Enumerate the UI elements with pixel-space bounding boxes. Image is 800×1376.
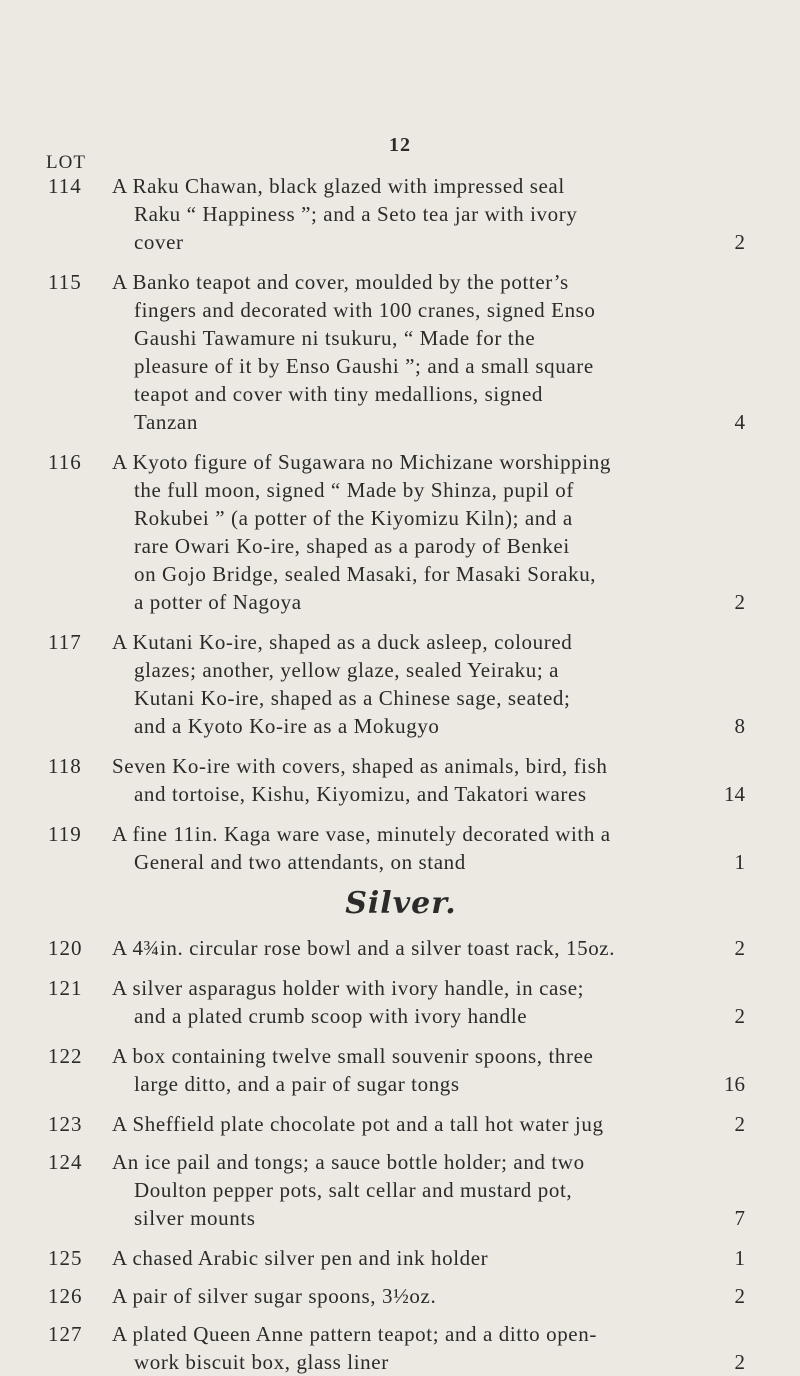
lot-quantity: 8: [734, 714, 745, 738]
lot-quantity: 16: [724, 1072, 745, 1096]
lot-description-line: A fine 11in. Kaga ware vase, minutely decorated with a: [112, 822, 611, 846]
lot-quantity: 2: [734, 1284, 745, 1308]
lot-description-line: large ditto, and a pair of sugar tongs: [134, 1072, 460, 1096]
lot-description: [112, 1320, 690, 1376]
lot-quantity: 1: [734, 1246, 745, 1270]
lot-column-header: LOT: [46, 152, 86, 173]
lot-entry: [0, 172, 800, 256]
lot-description: [112, 934, 690, 962]
lot-number: 117: [48, 630, 82, 654]
lot-description-line: A Raku Chawan, black glazed with impressed seal: [112, 174, 565, 198]
lot-quantity: 4: [734, 410, 745, 434]
lot-number: 116: [48, 450, 82, 474]
lot-entry: [0, 974, 800, 1030]
lot-entry: [0, 1244, 800, 1272]
lot-description-line: Tanzan: [134, 410, 198, 434]
lot-description: [112, 1244, 690, 1272]
lot-description-line: A Kutani Ko-ire, shaped as a duck asleep, coloured: [112, 630, 573, 654]
lot-description-line: on Gojo Bridge, sealed Masaki, for Masaki Soraku,: [134, 562, 597, 586]
lot-description-line: Seven Ko-ire with covers, shaped as animals, bird, fish: [112, 754, 608, 778]
lot-entry: [0, 820, 800, 876]
lot-description-line: A box containing twelve small souvenir spoons, three: [112, 1044, 594, 1068]
lot-quantity: 1: [734, 850, 745, 874]
lot-description: [112, 628, 690, 740]
lot-entry: [0, 1148, 800, 1232]
lot-number: 123: [48, 1112, 83, 1136]
lot-entry: [0, 1110, 800, 1138]
lot-quantity: 2: [734, 1004, 745, 1028]
lot-description-line: Raku “ Happiness ”; and a Seto tea jar with ivory: [134, 202, 578, 226]
lot-entry: [0, 268, 800, 436]
lot-quantity: 2: [734, 936, 745, 960]
lot-description-line: glazes; another, yellow glaze, sealed Yeiraku; a: [134, 658, 560, 682]
lot-description-line: fingers and decorated with 100 cranes, signed Enso: [134, 298, 596, 322]
lot-number: 119: [48, 822, 82, 846]
lot-description-line: Doulton pepper pots, salt cellar and mustard pot,: [134, 1178, 573, 1202]
lot-list: [0, 172, 800, 1376]
lot-quantity: 7: [734, 1206, 745, 1230]
lot-description: [112, 820, 690, 876]
lot-number: 122: [48, 1044, 83, 1068]
lot-quantity: 2: [734, 1350, 745, 1374]
lot-description-line: teapot and cover with tiny medallions, signed: [134, 382, 543, 406]
lot-entry: [0, 1282, 800, 1310]
lot-description-line: A Sheffield plate chocolate pot and a tall hot water jug: [112, 1112, 604, 1136]
lot-description-line: rare Owari Ko-ire, shaped as a parody of Benkei: [134, 534, 570, 558]
lot-entry: [0, 934, 800, 962]
lot-description: [112, 448, 690, 616]
lot-entry: [0, 448, 800, 616]
lot-number: 121: [48, 976, 83, 1000]
lot-description: [112, 1282, 690, 1310]
lot-description: [112, 752, 690, 808]
lot-description: [112, 172, 690, 256]
lot-quantity: 2: [734, 1112, 745, 1136]
lot-number: 120: [48, 936, 83, 960]
lot-quantity: 2: [734, 590, 745, 614]
lot-description-line: A Kyoto figure of Sugawara no Michizane worshipping: [112, 450, 611, 474]
lot-description-line: and a plated crumb scoop with ivory handle: [134, 1004, 528, 1028]
lot-quantity: 2: [734, 230, 745, 254]
lot-number: 127: [48, 1322, 83, 1346]
lot-description-line: cover: [134, 230, 184, 254]
lot-description-line: a potter of Nagoya: [134, 590, 302, 614]
lot-entry: [0, 628, 800, 740]
lot-description-line: A pair of silver sugar spoons, 3½oz.: [112, 1284, 437, 1308]
lot-quantity: 14: [724, 782, 745, 806]
lot-description-line: and a Kyoto Ko-ire as a Mokugyo: [134, 714, 440, 738]
lot-description-line: silver mounts: [134, 1206, 256, 1230]
lot-number: 125: [48, 1246, 83, 1270]
lot-entry: [0, 1320, 800, 1376]
lot-description: [112, 1110, 690, 1138]
lot-description-line: A 4¾in. circular rose bowl and a silver toast rack, 15oz.: [112, 936, 616, 960]
lot-description: [112, 1148, 690, 1232]
section-heading-silver: Silver.: [345, 886, 457, 921]
lot-entry: [0, 1042, 800, 1098]
lot-number: 124: [48, 1150, 83, 1174]
lot-description-line: the full moon, signed “ Made by Shinza, pupil of: [134, 478, 574, 502]
lot-entry: [0, 752, 800, 808]
page-number: 12: [389, 134, 411, 156]
lot-description-line: A silver asparagus holder with ivory handle, in case;: [112, 976, 585, 1000]
lot-description-line: A Banko teapot and cover, moulded by the potter’s: [112, 270, 569, 294]
lot-number: 114: [48, 174, 82, 198]
lot-description: [112, 1042, 690, 1098]
lot-description-line: General and two attendants, on stand: [134, 850, 466, 874]
lot-description-line: An ice pail and tongs; a sauce bottle holder; and two: [112, 1150, 585, 1174]
lot-description-line: A plated Queen Anne pattern teapot; and a ditto open-: [112, 1322, 597, 1346]
lot-description-line: Gaushi Tawamure ni tsukuru, “ Made for the: [134, 326, 536, 350]
lot-number: 126: [48, 1284, 83, 1308]
lot-description-line: pleasure of it by Enso Gaushi ”; and a small square: [134, 354, 594, 378]
lot-description-line: Kutani Ko-ire, shaped as a Chinese sage, seated;: [134, 686, 571, 710]
lot-description: [112, 268, 690, 436]
lot-number: 118: [48, 754, 82, 778]
lot-description: [112, 974, 690, 1030]
lot-number: 115: [48, 270, 82, 294]
lot-description-line: and tortoise, Kishu, Kiyomizu, and Takatori wares: [134, 782, 587, 806]
lot-description-line: A chased Arabic silver pen and ink holder: [112, 1246, 489, 1270]
lot-description-line: work biscuit box, glass liner: [134, 1350, 389, 1374]
lot-description-line: Rokubei ” (a potter of the Kiyomizu Kiln); and a: [134, 506, 573, 530]
